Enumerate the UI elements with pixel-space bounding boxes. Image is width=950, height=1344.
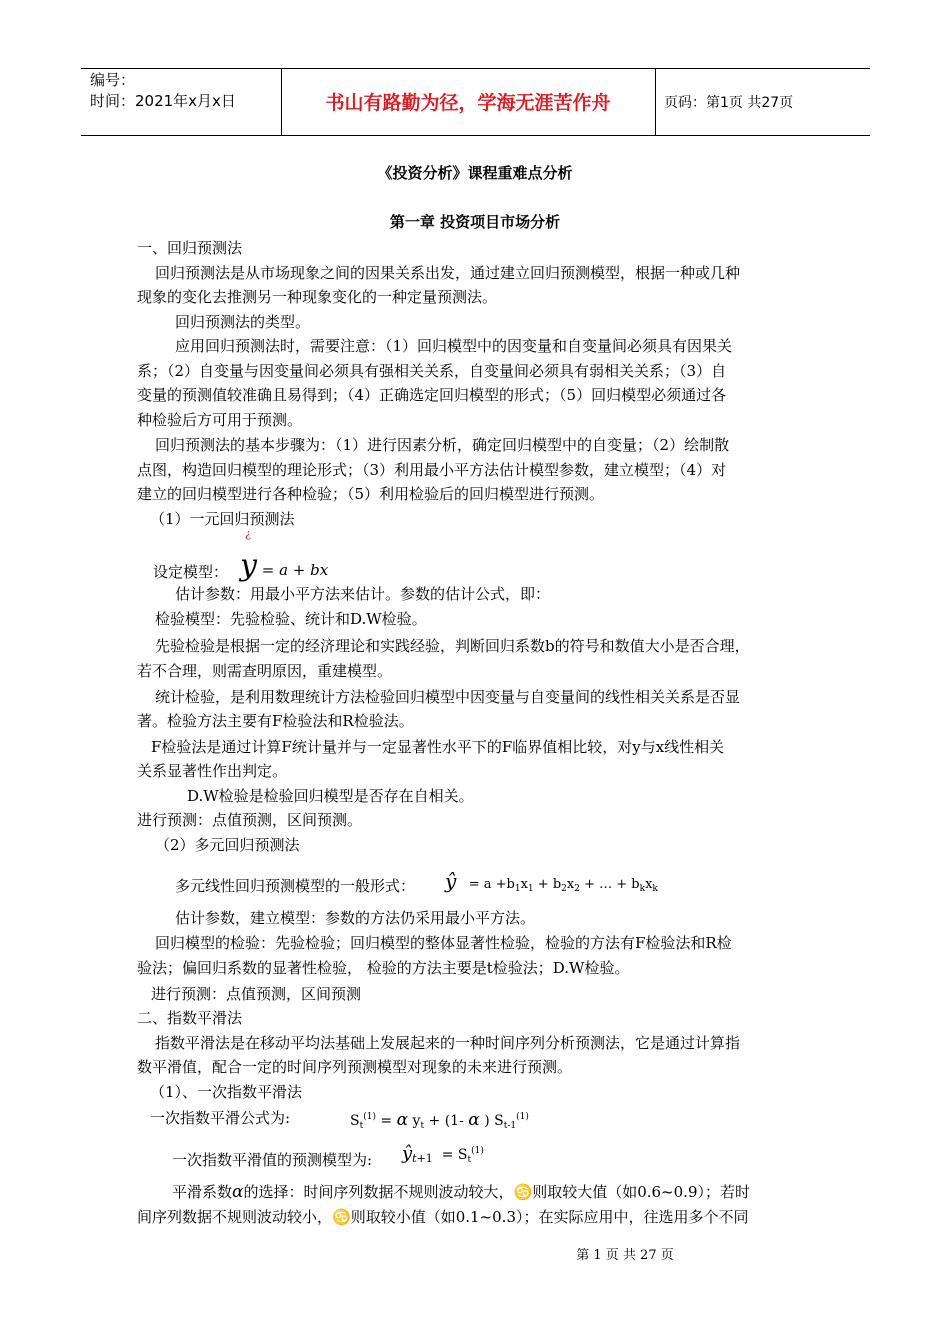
- paragraph-text: 平滑系数: [172, 1183, 233, 1201]
- header-meta: [90, 70, 236, 112]
- paragraph-line: 种检验后方可用于预测。: [137, 411, 303, 429]
- paragraph-line: 关系显著性作出判定。: [137, 762, 288, 780]
- header-motto: 书山有路勤为径，学海无涯苦作舟: [325, 92, 611, 114]
- paragraph-line: 回归预测法的基本步骤为：（1）进行因素分析，确定回归模型中的自变量；（2）绘制散: [155, 436, 730, 454]
- paragraph-line: 变量的预测值较准确且易得到；（4）正确选定回归模型的形式；（5）回归模型必须通过各: [137, 386, 727, 404]
- paragraph-line: 估计参数：用最小平方法来估计。参数的估计公式，即：: [175, 585, 551, 603]
- paragraph-line: [137, 1205, 748, 1229]
- paragraph-line: 检验模型：先验检验、统计和D.W检验。: [155, 610, 427, 628]
- alpha-glyph-icon: ♋: [513, 1183, 533, 1201]
- paragraph-line: 系；（2）自变量与因变量间必须具有强相关关系，自变量间必须具有弱相关关系；（3）自: [137, 362, 727, 380]
- chapter-title: 第一章 投资项目市场分析: [389, 213, 561, 231]
- paragraph-line: 若不合理，则需查明原因，重建模型。: [137, 662, 393, 680]
- paragraph-text: 间序列数据不规则波动较小，: [137, 1208, 333, 1226]
- header-bottom-rule: [81, 135, 870, 136]
- header-page-info: 页码：第1页 共27页: [664, 95, 794, 111]
- paragraph-line: 进行预测：点值预测，区间预测: [151, 985, 362, 1003]
- page-footer: 第 1 页 共 27 页: [576, 1248, 674, 1263]
- section-heading: 一、回归预测法: [137, 239, 243, 257]
- header-divider: [655, 68, 656, 135]
- paragraph-line: 回归预测法的类型。: [175, 313, 311, 331]
- paragraph-line: F检验法是通过计算F统计量并与一定显著性水平下的F临界值相比较，对y与x线性相关: [151, 738, 725, 756]
- paragraph-text: 则取较大值（如0.6~0.9）；若时: [532, 1183, 750, 1201]
- paragraph-line: [172, 1180, 750, 1204]
- forecast-model-label: 一次指数平滑值的预测模型为:: [172, 1151, 373, 1169]
- subsection-heading: （2）多元回归预测法: [155, 836, 300, 854]
- smoothing-formula-label: 一次指数平滑公式为:: [150, 1109, 291, 1127]
- document-title: 《投资分析》课程重难点分析: [377, 164, 573, 182]
- paragraph-line: 指数平滑法是在移动平均法基础上发展起来的一种时间序列分析预测法，它是通过计算指: [155, 1034, 741, 1052]
- paragraph-line: 应用回归预测法时，需要注意：（1）回归模型中的因变量和自变量间必须具有因果关: [175, 337, 733, 355]
- paragraph-line: 先验检验是根据一定的经济理论和实践经验，判断回归系数b的符号和数值大小是否合理，: [155, 637, 750, 655]
- paragraph-line: D.W检验是检验回归模型是否存在自相关。: [187, 787, 474, 805]
- paragraph-line: 建立的回归模型进行各种检验；（5）利用检验后的回归模型进行预测。: [137, 485, 605, 503]
- edit-marker: ¿: [245, 527, 251, 540]
- multi-model-label: 多元线性回归预测模型的一般形式：: [175, 877, 416, 895]
- subsection-heading: （1）、一次指数平滑法: [150, 1083, 303, 1101]
- paragraph-line: 进行预测：点值预测，区间预测。: [137, 811, 363, 829]
- paragraph-line: 数平滑值，配合一定的时间序列预测模型对现象的未来进行预测。: [137, 1058, 573, 1076]
- paragraph-line: 著。检验方法主要有F检验法和R检验法。: [137, 712, 414, 730]
- paragraph-line: 估计参数，建立模型：参数的方法仍采用最小平方法。: [175, 909, 536, 927]
- paragraph-line: 现象的变化去推测另一种现象变化的一种定量预测法。: [137, 288, 498, 306]
- forecast-formula: $ŷ_{t+1} = S_t^{(1)}$: [402, 1143, 484, 1165]
- paragraph-line: 回归预测法是从市场现象之间的因果关系出发，通过建立回归预测模型，根据一种或几种: [155, 264, 741, 282]
- paragraph-line: 点图，构造回归模型的理论形式；（3）利用最小平方法估计模型参数，建立模型；（4）对: [137, 461, 727, 479]
- paragraph-line: 验法；偏回归系数的显著性检验， 检验的方法主要是t检验法；D.W检验。: [137, 959, 630, 977]
- alpha-symbol: α: [232, 1182, 244, 1202]
- alpha-glyph-icon: ♋: [332, 1208, 351, 1226]
- paragraph-line: 统计检验，是利用数理统计方法检验回归模型中因变量与自变量间的线性相关关系是否显: [155, 688, 741, 706]
- paragraph-line: 回归模型的检验：先验检验；回归模型的整体显著性检验，检验的方法有F检验法和R检: [155, 934, 732, 952]
- number-label: 编号：: [90, 71, 136, 89]
- regression-formula: y = a + bx: [240, 548, 329, 583]
- subsection-heading: （1）一元回归预测法: [150, 510, 295, 528]
- section-heading: 二、指数平滑法: [137, 1009, 243, 1027]
- multi-regression-formula: ŷ = $a +b_1x_1 + b_2x_2$ + … + $b_kx_k$: [445, 869, 658, 894]
- smoothing-formula: $S_t^{(1)} = \alpha$ $y_t + (1-$ α ) $S_{t-1}^{(1)}$: [350, 1110, 529, 1131]
- model-label: 设定模型：: [153, 563, 229, 581]
- paragraph-text: 的选择：时间序列数据不规则波动较大，: [243, 1183, 514, 1201]
- date-label: 时间：2021年x月x日: [90, 92, 236, 110]
- paragraph-text: 则取较小值（如0.1~0.3）；在实际应用中，往选用多个不同: [350, 1208, 749, 1226]
